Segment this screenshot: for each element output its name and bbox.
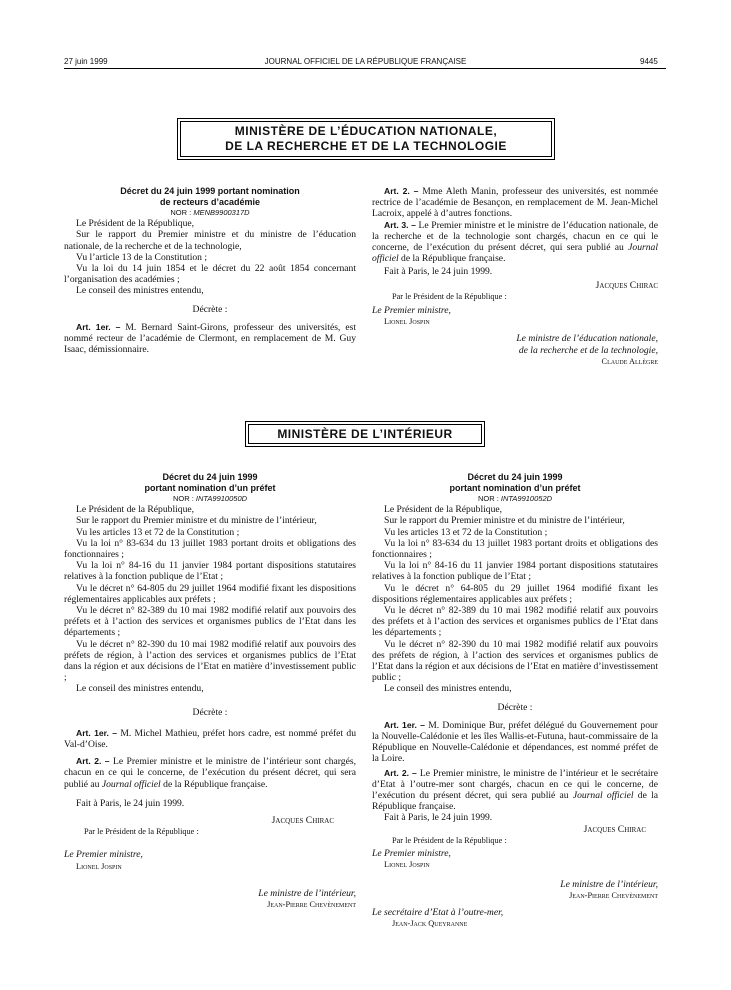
header-page-number: 9445	[640, 57, 658, 66]
signature-minister-title1: Le ministre de l’éducation nationale,	[516, 333, 658, 345]
paragraph: Le Président de la République,	[76, 218, 195, 230]
signature-secretary-name: Jean-Jack Queyranne	[392, 919, 468, 929]
ministry-heading-interieur	[245, 421, 485, 447]
paragraph: Vu le décret n° 82-390 du 10 mai 1982 modifié relatif aux pouvoirs des préfets de région, à l’action des services et organismes publics de l’Etat dans la région et aux décisions de l’Etat en matière d’investissement public ;	[64, 638, 356, 684]
nor-reference: NOR : INTA9910052D	[477, 494, 553, 503]
signature-minister-title2: de la recherche et de la technologie,	[518, 344, 658, 356]
signature-pm-title: Le Premier ministre,	[372, 848, 451, 860]
nor-reference: NOR : INTA9910050D	[172, 494, 248, 503]
par-le-president: Par le Président de la République :	[392, 291, 507, 301]
paragraph: Vu le décret n° 64-805 du 29 juillet 1964 modifié fixant les dispositions réglementaires applicables aux préfets ;	[372, 582, 658, 605]
decree-recteurs-left	[64, 186, 356, 355]
article-3: Art. 3. – Le Premier ministre et le ministre de l’éducation nationale, de la recherche et de la technologie sont chargés, chacun en ce qui le concerne, de l’exécution du présent décret, qui sera publié au Journal officiel de la République française.	[372, 219, 658, 265]
paragraph: Vu le décret n° 64-805 du 29 juillet 1964 modifié fixant les dispositions réglementaires applicables aux préfets ;	[64, 582, 356, 605]
nor-reference: NOR : MENB9900317D	[170, 208, 250, 217]
paragraph: Vu la loi n° 83-634 du 13 juillet 1983 portant droits et obligations des fonctionnaires ;	[64, 537, 356, 561]
signature-minister-name: Jean-Pierre Chevènement	[267, 900, 356, 910]
paragraph: Le conseil des ministres entendu,	[76, 683, 204, 695]
paragraph: Le conseil des ministres entendu,	[76, 285, 204, 297]
fait-a-paris: Fait à Paris, le 24 juin 1999.	[384, 812, 493, 824]
signature-minister-title: Le ministre de l’intérieur,	[258, 887, 356, 899]
fait-a-paris: Fait à Paris, le 24 juin 1999.	[384, 266, 493, 278]
article-2: Art. 2. – Le Premier ministre, le ministre de l’intérieur et le secrétaire d’Etat à l’outre-mer sont chargés, chacun en ce qui le concerne, de l’exécution du présent décret, qui sera publié au Journal officiel de la République française.	[372, 767, 659, 813]
article-1: Art. 1er. – M. Dominique Bur, préfet délégué du Gouvernement pour la Nouvelle-Calédonie et les îles Wallis-et-Futuna, haut-commissaire de la République en Nouvelle-Calédonie et dépendances, est nommé préfet de la Loire.	[372, 719, 658, 765]
decree-recteurs-right	[372, 186, 658, 367]
ministry-heading-line2: DE LA RECHERCHE ET DE LA TECHNOLOGIE	[225, 139, 507, 153]
paragraph: Le conseil des ministres entendu,	[384, 683, 512, 695]
paragraph: Vu la loi n° 83-634 du 13 juillet 1983 portant droits et obligations des fonctionnaires ;	[372, 537, 658, 561]
decree-title: Décret du 24 juin 1999 portant nomination	[120, 186, 300, 196]
paragraph: Le Président de la République,	[384, 504, 503, 516]
signature-minister-title: Le ministre de l’intérieur,	[560, 878, 658, 890]
decrete-label: Décrète :	[192, 706, 228, 718]
article-1: Art. 1er. – M. Michel Mathieu, préfet hors cadre, est nommé préfet du Val-d’Oise.	[64, 727, 357, 751]
article-2: Art. 2. – Le Premier ministre et le ministre de l’intérieur sont chargés, chacun en ce qui le concerne, de l’exécution du présent décret, qui sera publié au Journal officiel de la République française.	[64, 756, 356, 790]
article-1: Art. 1er. – M. Bernard Saint-Girons, professeur des universités, est nommé recteur de l’académie de Clermont, en remplacement de M. Guy Isaac, démissionnaire.	[64, 321, 356, 356]
paragraph: Sur le rapport du Premier ministre et du ministre de l’intérieur,	[76, 515, 317, 527]
paragraph: Vu les articles 13 et 72 de la Constitution ;	[384, 526, 548, 538]
decree-prefet-loire	[372, 472, 658, 929]
decree-prefet-val-doise	[64, 472, 356, 910]
signature-pm-name: Lionel Jospin	[384, 860, 430, 870]
decree-subtitle: portant nomination d’un préfet	[449, 482, 581, 493]
header-date: 27 juin 1999	[64, 57, 108, 66]
signature-pm-title: Le Premier ministre,	[64, 849, 143, 861]
signature-minister-name: Jean-Pierre Chevènement	[569, 890, 658, 900]
paragraph: Vu les articles 13 et 72 de la Constitution ;	[76, 526, 240, 538]
paragraph: Vu le décret n° 82-389 du 10 mai 1982 modifié relatif aux pouvoirs des préfets et à l’action des services et organismes publics de l’Etat dans les départements ;	[64, 605, 356, 639]
ministry-heading-line1: MINISTÈRE DE L’ÉDUCATION NATIONALE,	[234, 124, 498, 138]
par-le-president: Par le Président de la République :	[84, 827, 199, 837]
decrete-label: Décrète :	[192, 303, 228, 315]
signature-pm-title: Le Premier ministre,	[372, 305, 451, 317]
decree-subtitle: portant nomination d’un préfet	[144, 482, 276, 493]
paragraph: Vu la loi n° 84-16 du 11 janvier 1984 portant dispositions statutaires relatives à la fonction publique de l’Etat ;	[64, 560, 356, 583]
paragraph: Vu l’article 13 de la Constitution ;	[76, 251, 208, 263]
decree-title: Décret du 24 juin 1999	[162, 472, 258, 482]
paragraph: Sur le rapport du Premier ministre et du ministre de l’éducation nationale, de la recherche et de la technologie,	[64, 229, 356, 252]
signature-minister-name: Claude Allègre	[601, 356, 658, 366]
signature-pm-name: Lionel Jospin	[384, 317, 430, 327]
decree-subtitle: de recteurs d’académie	[159, 196, 261, 207]
signature-president: Jacques Chirac	[583, 823, 646, 835]
signature-president: Jacques Chirac	[595, 279, 658, 291]
signature-secretary-title: Le secrétaire d’Etat à l’outre-mer,	[372, 906, 504, 918]
ministry-heading-education	[177, 118, 555, 160]
par-le-president: Par le Président de la République :	[392, 835, 507, 845]
article-2: Art. 2. – Mme Aleth Manin, professeur des universités, est nommée rectrice de l’académie de Besançon, en remplacement de M. Jean-Michel Lacroix, appelé à d’autres fonctions.	[372, 186, 658, 220]
paragraph: Vu la loi du 14 juin 1854 et le décret du 22 août 1854 concernant l’organisation des académies ;	[64, 263, 356, 286]
paragraph: Sur le rapport du Premier ministre et du ministre de l’intérieur,	[384, 515, 625, 527]
paragraph: Le Président de la République,	[76, 504, 195, 516]
fait-a-paris: Fait à Paris, le 24 juin 1999.	[76, 797, 185, 809]
decree-title: Décret du 24 juin 1999	[467, 472, 563, 482]
header-rule	[64, 68, 666, 69]
signature-president: Jacques Chirac	[271, 815, 334, 827]
paragraph: Vu le décret n° 82-389 du 10 mai 1982 modifié relatif aux pouvoirs des préfets et à l’action des services et organismes publics de l’Etat dans les départements ;	[372, 605, 658, 639]
signature-pm-name: Lionel Jospin	[76, 861, 122, 871]
decrete-label: Décrète :	[497, 701, 533, 713]
paragraph: Vu le décret n° 82-390 du 10 mai 1982 modifié relatif aux pouvoirs des préfets de région, à l’action des services et organismes publics de l’Etat dans la région et aux décisions de l’Etat en matière d’investissement public ;	[372, 638, 658, 684]
ministry-heading-title: MINISTÈRE DE L’INTÉRIEUR	[248, 424, 482, 444]
header-journal-title: JOURNAL OFFICIEL DE LA RÉPUBLIQUE FRANÇAISE	[264, 57, 467, 66]
paragraph: Vu la loi n° 84-16 du 11 janvier 1984 portant dispositions statutaires relatives à la fonction publique de l’Etat ;	[372, 560, 658, 583]
